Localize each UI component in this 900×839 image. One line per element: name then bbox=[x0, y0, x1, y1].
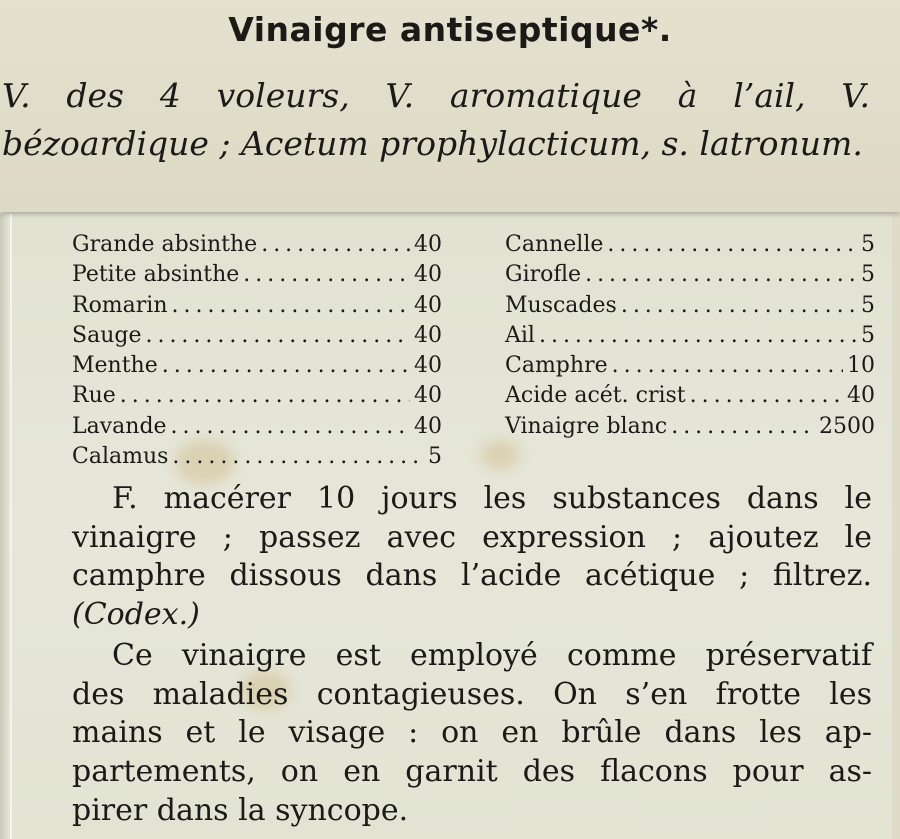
paragraph-line: des maladies contagieuses. On s’en frotte les bbox=[72, 676, 872, 712]
leader-dots bbox=[621, 291, 857, 321]
leader-dots bbox=[243, 260, 410, 290]
leader-dots bbox=[539, 321, 857, 351]
ingredient-quantity: 40 bbox=[414, 413, 442, 439]
leader-dots bbox=[172, 291, 410, 321]
ingredients-left-column bbox=[72, 230, 442, 472]
ingredient-row bbox=[505, 260, 875, 290]
ingredient-row bbox=[505, 412, 875, 442]
ingredient-row bbox=[72, 291, 442, 321]
leader-dots bbox=[171, 412, 410, 442]
ingredient-quantity: 40 bbox=[847, 383, 875, 409]
leader-dots bbox=[172, 442, 424, 472]
ingredient-quantity: 40 bbox=[414, 353, 442, 379]
leader-dots bbox=[607, 230, 857, 260]
ingredient-name: Vinaigre blanc bbox=[505, 413, 668, 439]
ingredient-quantity: 10 bbox=[847, 353, 875, 379]
leader-dots bbox=[671, 412, 815, 442]
paragraph-line bbox=[72, 637, 872, 676]
paragraph-line: vinaigre ; passez avec expression ; ajoutez le bbox=[72, 519, 872, 555]
ingredient-name: Rue bbox=[72, 383, 116, 409]
stain-mark bbox=[480, 440, 520, 470]
paragraph-line: mains et le visage : on en brûle dans les ap- bbox=[72, 715, 872, 751]
ingredient-row bbox=[505, 351, 875, 381]
ingredient-quantity: 5 bbox=[861, 322, 875, 348]
line-text: F. macérer 10 jours les substances dans le bbox=[112, 481, 872, 516]
ingredient-name: Romarin bbox=[72, 292, 168, 318]
recipe-synonyms: V. des 4 voleurs, V. aromatique à l’ail, V. bézoardique ; Acetum prophylacticum, s. latronum. bbox=[2, 76, 870, 163]
paragraph-line bbox=[72, 480, 872, 519]
recipe-title: Vinaigre antiseptique*. bbox=[228, 10, 672, 49]
ingredient-name: Lavande bbox=[72, 413, 167, 439]
ingredient-quantity: 5 bbox=[861, 232, 875, 257]
ingredient-name: Menthe bbox=[72, 353, 158, 379]
ingredient-row bbox=[505, 291, 875, 321]
leader-dots bbox=[585, 260, 857, 290]
preparation-paragraph bbox=[72, 480, 872, 635]
ingredient-quantity: 40 bbox=[414, 232, 442, 257]
ingredient-row bbox=[72, 442, 442, 472]
ingredient-quantity: 5 bbox=[428, 444, 442, 470]
codex-source: (Codex.) bbox=[72, 597, 200, 633]
line-text: Ce vinaigre est employé comme préservatif bbox=[112, 638, 872, 673]
ingredient-row bbox=[72, 321, 442, 351]
ingredient-quantity: 40 bbox=[414, 383, 442, 409]
ingredient-row bbox=[505, 321, 875, 351]
ingredient-name: Calamus bbox=[72, 444, 169, 470]
ingredient-quantity: 40 bbox=[414, 262, 442, 288]
ingredient-row bbox=[72, 260, 442, 290]
leader-dots bbox=[162, 351, 410, 381]
ingredient-row bbox=[72, 412, 442, 442]
ingredient-row bbox=[72, 351, 442, 381]
ingredients-right-column bbox=[505, 230, 875, 442]
leader-dots bbox=[690, 381, 843, 411]
ingredient-quantity: 40 bbox=[414, 322, 442, 348]
leader-dots bbox=[120, 381, 410, 411]
ingredient-name: Acide acét. crist bbox=[505, 383, 686, 409]
usage-paragraph bbox=[72, 637, 872, 831]
paragraph-line: camphre dissous dans l’acide acétique ; filtrez. bbox=[72, 558, 872, 594]
ingredient-row bbox=[72, 381, 442, 411]
ingredient-name: Muscades bbox=[505, 292, 617, 318]
leader-dots bbox=[612, 351, 843, 381]
leader-dots bbox=[145, 321, 410, 351]
ingredient-name: Petite absinthe bbox=[72, 262, 240, 288]
ingredient-row bbox=[505, 381, 875, 411]
ingredient-row bbox=[505, 230, 875, 260]
ingredient-name: Girofle bbox=[505, 262, 582, 288]
ingredient-name: Grande absinthe bbox=[72, 232, 258, 257]
ingredient-quantity: 5 bbox=[861, 292, 875, 318]
ingredient-quantity: 40 bbox=[414, 292, 442, 318]
ingredient-quantity: 2500 bbox=[819, 413, 875, 439]
ingredient-quantity: 5 bbox=[861, 262, 875, 288]
ingredient-name: Cannelle bbox=[505, 232, 604, 257]
leader-dots bbox=[261, 230, 410, 260]
paragraph-line: partements, on en garnit des flacons pour as- bbox=[72, 754, 872, 790]
ingredient-name: Ail bbox=[505, 322, 535, 348]
ingredient-name: Camphre bbox=[505, 353, 608, 379]
ingredient-name: Sauge bbox=[72, 322, 142, 348]
ingredient-row bbox=[72, 230, 442, 260]
paragraph-line: pirer dans la syncope. bbox=[72, 792, 409, 828]
